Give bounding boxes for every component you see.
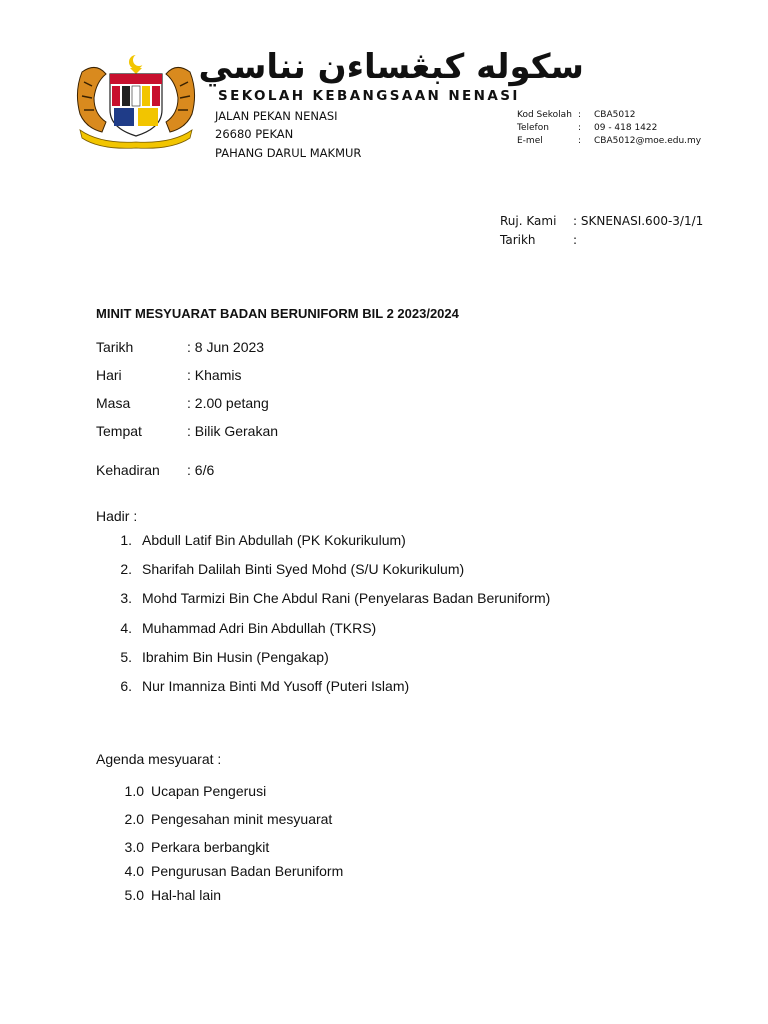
contact-label: Kod Sekolah <box>517 110 572 120</box>
detail-value: : 8 Jun 2023 <box>187 339 265 355</box>
detail-label: Masa <box>96 395 131 411</box>
contact-value: 09 - 418 1422 <box>594 123 658 133</box>
agenda-item: Pengurusan Badan Beruniform <box>151 863 344 879</box>
agenda-number: 4.0 <box>124 863 144 879</box>
school-name-jawi: سکوله کبڠساءن نناسي <box>198 47 584 87</box>
minutes-title: MINIT MESYUARAT BADAN BERUNIFORM BIL 2 2023/2024 <box>96 306 459 321</box>
detail-value: : Khamis <box>187 367 242 383</box>
attendee-name: Abdull Latif Bin Abdullah (PK Kokurikulum) <box>142 532 406 548</box>
list-item-number: 3. <box>120 590 132 606</box>
ruj-label: Ruj. Kami <box>500 214 557 228</box>
jata-negara-crest <box>72 52 200 152</box>
agenda-number: 2.0 <box>124 811 144 827</box>
tarikh-label: Tarikh <box>500 233 536 247</box>
attendee-name: Nur Imanniza Binti Md Yusoff (Puteri Islam) <box>142 678 410 694</box>
contact-colon: : <box>578 136 582 146</box>
address-line: PAHANG DARUL MAKMUR <box>215 146 362 160</box>
attendee-name: Ibrahim Bin Husin (Pengakap) <box>142 649 329 665</box>
address-line: JALAN PEKAN NENASI <box>215 109 338 123</box>
attendee-name: Sharifah Dalilah Binti Syed Mohd (S/U Kokurikulum) <box>142 561 465 577</box>
contact-colon: : <box>578 110 582 120</box>
list-item-number: 1. <box>120 532 132 548</box>
agenda-item: Pengesahan minit mesyuarat <box>151 811 333 827</box>
agenda-item: Ucapan Pengerusi <box>151 783 267 799</box>
contact-colon: : <box>578 123 582 133</box>
email-value: CBA5012@moe.edu.my <box>594 136 702 146</box>
detail-label: Hari <box>96 367 122 383</box>
agenda-number: 1.0 <box>124 783 144 799</box>
agenda-label: Agenda mesyuarat : <box>96 751 222 767</box>
agenda-number: 3.0 <box>124 839 144 855</box>
ruj-value: : SKNENASI.600-3/1/1 <box>573 214 704 228</box>
contact-label: Telefon <box>517 123 549 133</box>
attendance-label: Kehadiran <box>96 462 160 478</box>
attendance-value: : 6/6 <box>187 462 215 478</box>
tarikh-value: : <box>573 233 578 247</box>
list-item-number: 5. <box>120 649 132 665</box>
contact-label: E-mel <box>517 136 543 146</box>
school-name: SEKOLAH KEBANGSAAN NENASI <box>218 88 520 104</box>
agenda-number: 5.0 <box>124 887 144 903</box>
attendee-name: Muhammad Adri Bin Abdullah (TKRS) <box>142 620 377 636</box>
address-line: 26680 PEKAN <box>215 127 294 141</box>
agenda-item: Perkara berbangkit <box>151 839 270 855</box>
attendee-name: Mohd Tarmizi Bin Che Abdul Rani (Penyelaras Badan Beruniform) <box>142 590 551 606</box>
list-item-number: 4. <box>120 620 132 636</box>
list-item-number: 2. <box>120 561 132 577</box>
contact-value: CBA5012 <box>594 110 636 120</box>
detail-value: : 2.00 petang <box>187 395 269 411</box>
detail-value: : Bilik Gerakan <box>187 423 279 439</box>
present-label: Hadir : <box>96 508 138 524</box>
detail-label: Tarikh <box>96 339 134 355</box>
agenda-item: Hal-hal lain <box>151 887 222 903</box>
list-item-number: 6. <box>120 678 132 694</box>
detail-label: Tempat <box>96 423 142 439</box>
